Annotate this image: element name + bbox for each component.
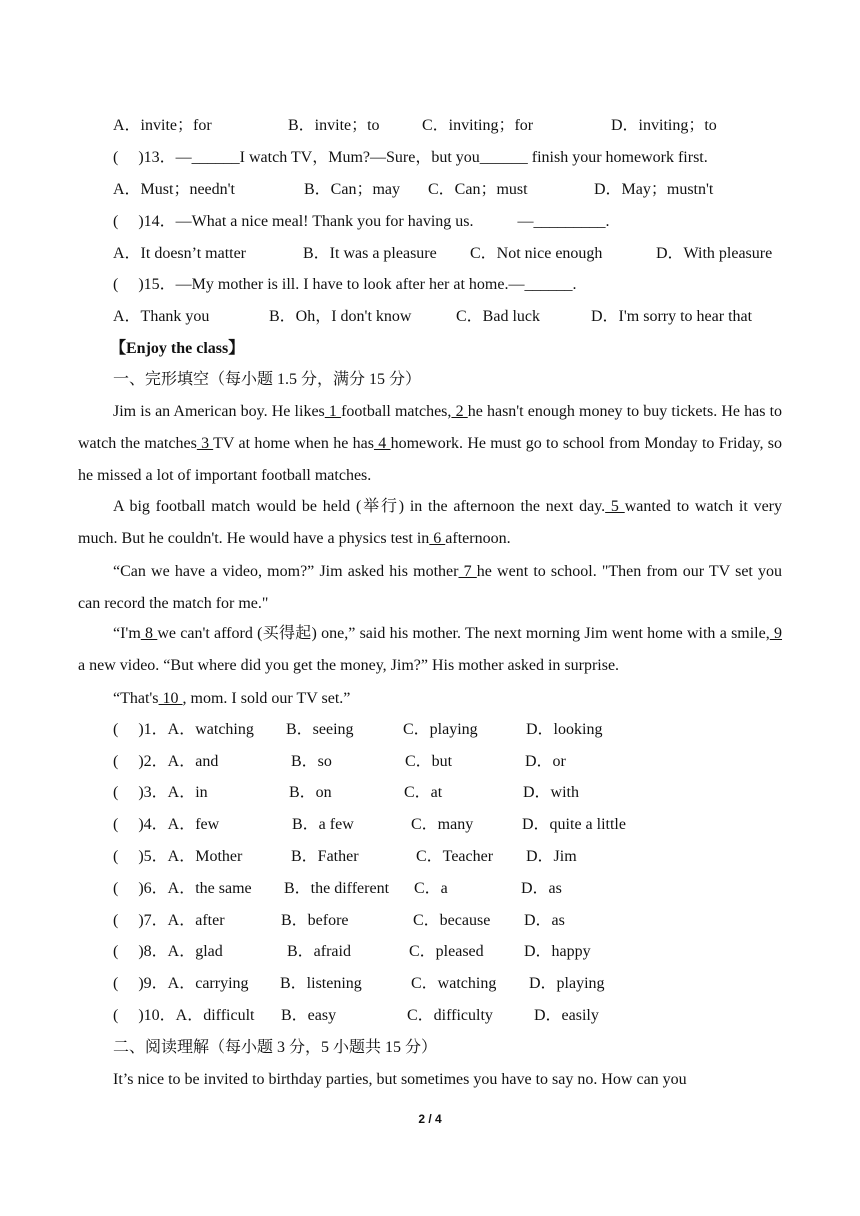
cloze-question bbox=[113, 752, 813, 772]
question-option-c: C．watching bbox=[411, 975, 497, 992]
blank-9: 9 bbox=[769, 625, 783, 642]
blank-7: 7 bbox=[458, 563, 477, 580]
question-option-a: ( )10．A．difficult bbox=[113, 1007, 255, 1024]
blank-8: 8 bbox=[140, 625, 158, 642]
blank-3: 3 bbox=[196, 435, 214, 452]
question-option-d: D．or bbox=[525, 753, 566, 770]
q12-options bbox=[113, 116, 813, 136]
q13-option-c: C．Can；must bbox=[428, 181, 528, 198]
section2-title: 二、阅读理解（每小题 3 分，5 小题共 15 分） bbox=[113, 1039, 438, 1056]
blank-2: 2 bbox=[451, 403, 468, 420]
question-option-a: ( )7．A．after bbox=[113, 912, 225, 929]
question-option-c: C．Teacher bbox=[416, 848, 494, 865]
q14-option-c: C．Not nice enough bbox=[470, 245, 603, 262]
question-option-c: C．because bbox=[413, 912, 491, 929]
q14-options bbox=[113, 244, 813, 264]
passage-text: “That's bbox=[113, 690, 159, 707]
question-option-c: C．difficulty bbox=[407, 1007, 493, 1024]
passage-text: wanted to watch it very much. But he couldn't. He would have a physics test in bbox=[78, 498, 782, 547]
question-option-c: C．many bbox=[411, 816, 474, 833]
question-option-a: ( )2．A．and bbox=[113, 753, 219, 770]
question-option-b: B．seeing bbox=[286, 721, 354, 738]
blank-10: 10 bbox=[158, 690, 183, 707]
question-option-b: B．easy bbox=[281, 1007, 337, 1024]
q12-option-c: C．inviting；for bbox=[422, 117, 534, 134]
question-option-d: D．looking bbox=[526, 721, 603, 738]
question-option-b: B．so bbox=[291, 753, 332, 770]
section1-title: 一、完形填空（每小题 1.5 分，满分 15 分） bbox=[113, 371, 422, 388]
blank-1: 1 bbox=[324, 403, 342, 420]
passage-text: football matches, bbox=[341, 403, 452, 420]
blank-5: 5 bbox=[605, 498, 625, 515]
question-option-a: ( )3．A．in bbox=[113, 784, 208, 801]
passage-text: “Can we have a video, mom?” Jim asked his mother bbox=[113, 563, 459, 580]
question-option-b: B．before bbox=[281, 912, 349, 929]
question-option-d: D．as bbox=[521, 880, 562, 897]
q12-option-b: B．invite；to bbox=[288, 117, 380, 134]
reading-passage-start: It’s nice to be invited to birthday parties, but sometimes you have to say no. How can you bbox=[113, 1071, 687, 1088]
cloze-question bbox=[113, 974, 813, 994]
passage-paragraph-2 bbox=[78, 491, 782, 555]
blank-4: 4 bbox=[373, 435, 391, 452]
question-option-d: D．as bbox=[524, 912, 565, 929]
passage-text: , mom. I sold our TV set.” bbox=[182, 690, 351, 707]
cloze-question bbox=[113, 879, 813, 899]
passage-text: homework. He must go to school from Monday to Friday, so he missed a lot of important football matches. bbox=[78, 435, 783, 484]
q15-options bbox=[113, 307, 813, 327]
passage-text: a new video. “But where did you get the money, Jim?” His mother asked in surprise. bbox=[78, 657, 620, 674]
question-option-b: B．the different bbox=[284, 880, 390, 897]
passage-paragraph-5 bbox=[78, 683, 782, 715]
q13-option-a: A．Must；needn't bbox=[113, 181, 235, 198]
question-option-b: B．on bbox=[289, 784, 332, 801]
question-option-a: ( )9．A．carrying bbox=[113, 975, 249, 992]
q14-option-a: A．It doesn’t matter bbox=[113, 245, 247, 262]
q15-option-c: C．Bad luck bbox=[456, 308, 540, 325]
passage-text: “I'm bbox=[113, 625, 141, 642]
cloze-question bbox=[113, 847, 813, 867]
question-option-c: C．playing bbox=[403, 721, 478, 738]
question-option-a: ( )5．A．Mother bbox=[113, 848, 243, 865]
question-option-c: C．but bbox=[405, 753, 453, 770]
page-number: 2 / 4 bbox=[418, 1112, 442, 1126]
q14-option-b: B．It was a pleasure bbox=[303, 245, 437, 262]
q15-option-b: B．Oh，I don't know bbox=[269, 308, 412, 325]
question-option-c: C．at bbox=[404, 784, 443, 801]
passage-paragraph-1 bbox=[78, 396, 782, 492]
question-option-d: D．Jim bbox=[526, 848, 577, 865]
question-option-b: B．afraid bbox=[287, 943, 351, 960]
passage-text: we can't afford (买得起) one,” said his mother. The next morning Jim went home with a smile, bbox=[157, 625, 770, 642]
passage-text: he hasn't enough money to buy tickets. He has to watch the matches bbox=[78, 403, 783, 452]
question-option-d: D．quite a little bbox=[522, 816, 626, 833]
question-option-a: ( )4．A．few bbox=[113, 816, 220, 833]
q15-question: ( )15．—My mother is ill. I have to look after her at home.—______. bbox=[113, 276, 577, 293]
question-option-b: B．Father bbox=[291, 848, 359, 865]
passage-paragraph-4 bbox=[78, 618, 782, 682]
q13-question: ( )13．—______I watch TV，Mum?—Sure，but you______ finish your homework first. bbox=[113, 149, 708, 166]
cloze-question bbox=[113, 783, 813, 803]
question-option-c: C．a bbox=[414, 880, 448, 897]
question-option-c: C．pleased bbox=[409, 943, 484, 960]
question-option-d: D．happy bbox=[524, 943, 591, 960]
q12-option-a: A．invite；for bbox=[113, 117, 212, 134]
passage-text: afternoon. bbox=[445, 530, 511, 547]
cloze-question bbox=[113, 911, 813, 931]
question-option-d: D．playing bbox=[529, 975, 605, 992]
q14-option-d: D．With pleasure bbox=[656, 245, 773, 262]
cloze-question bbox=[113, 942, 813, 962]
q13-options bbox=[113, 180, 813, 200]
question-option-b: B．a few bbox=[292, 816, 354, 833]
q14-question: ( )14．—What a nice meal! Thank you for having us. —_________. bbox=[113, 213, 610, 230]
passage-text: he went to school. "Then from our TV set you can record the match for me." bbox=[78, 563, 783, 612]
cloze-question bbox=[113, 815, 813, 835]
q13-option-d: D．May；mustn't bbox=[594, 181, 714, 198]
q13-option-b: B．Can；may bbox=[304, 181, 400, 198]
passage-text: Jim is an American boy. He likes bbox=[113, 403, 325, 420]
q12-option-d: D．inviting；to bbox=[611, 117, 717, 134]
cloze-question bbox=[113, 720, 813, 740]
cloze-question bbox=[113, 1006, 813, 1026]
passage-text: TV at home when he has bbox=[213, 435, 374, 452]
question-option-d: D．with bbox=[523, 784, 580, 801]
question-option-a: ( )8．A．glad bbox=[113, 943, 223, 960]
passage-paragraph-3 bbox=[78, 556, 782, 620]
q15-option-a: A．Thank you bbox=[113, 308, 210, 325]
question-option-a: ( )6．A．the same bbox=[113, 880, 252, 897]
question-option-a: ( )1．A．watching bbox=[113, 721, 254, 738]
question-option-d: D．easily bbox=[534, 1007, 599, 1024]
blank-6: 6 bbox=[429, 530, 446, 547]
passage-text: A big football match would be held (举行) in the afternoon the next day. bbox=[113, 498, 606, 515]
question-option-b: B．listening bbox=[280, 975, 362, 992]
enjoy-heading: 【Enjoy the class】 bbox=[110, 340, 245, 357]
q15-option-d: D．I'm sorry to hear that bbox=[591, 308, 753, 325]
